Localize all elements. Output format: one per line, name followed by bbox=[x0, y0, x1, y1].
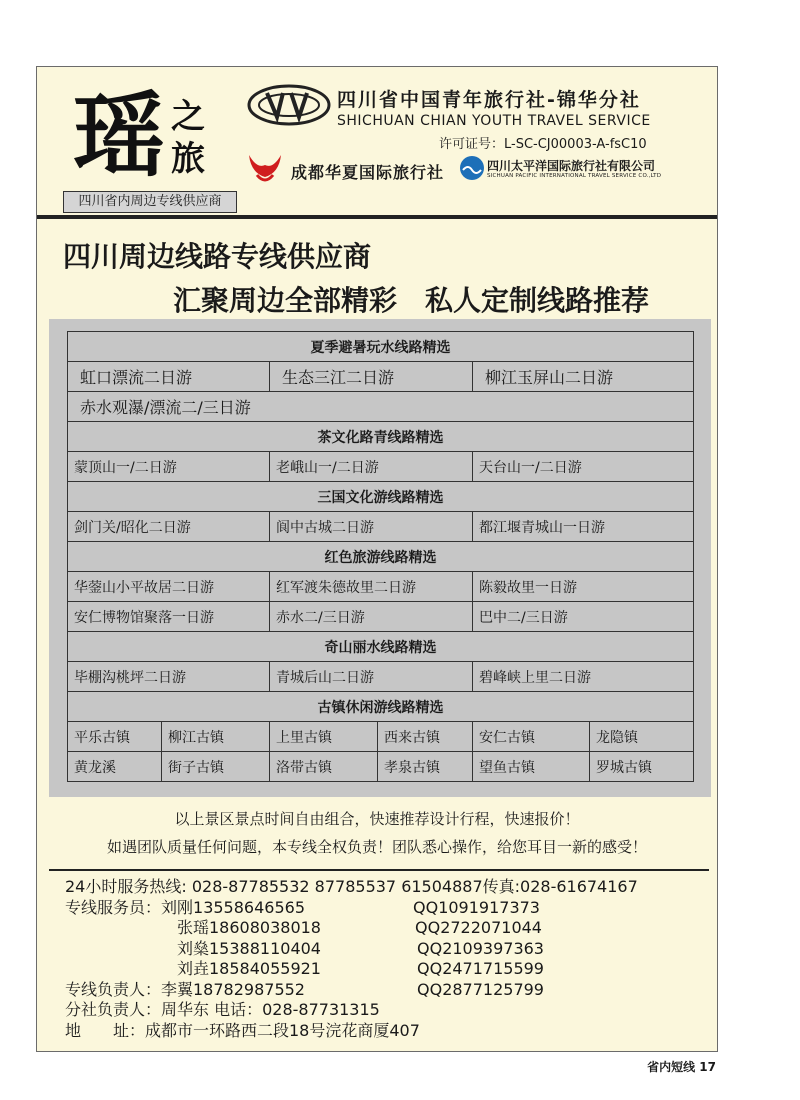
pacific-name: 四川太平洋国际旅行社有限公司 bbox=[487, 159, 656, 173]
route-item: 赤水二/三日游 bbox=[270, 602, 473, 632]
town-item: 安仁古镇 bbox=[473, 722, 590, 752]
staff-name-phone: 张瑶18608038018 bbox=[177, 918, 321, 937]
route-item: 红军渡朱德故里二日游 bbox=[270, 572, 473, 602]
staff-qq: QQ1091917373 bbox=[413, 897, 540, 917]
section-title: 茶文化路青线路精选 bbox=[68, 422, 694, 452]
cyts-logo-icon bbox=[247, 83, 331, 127]
leader-qq: QQ2877125799 bbox=[417, 979, 544, 999]
note-line: 如遇团队质量任何问题，本专线全权负责！团队悉心操作，给您耳目一新的感受！ bbox=[106, 838, 647, 856]
town-item: 罗城古镇 bbox=[590, 752, 694, 782]
hotline: 24小时服务热线: 028-87785532 87785537 61504887传真:028-61674167 bbox=[65, 877, 638, 896]
brand-tagline: 四川省内周边专线供应商 bbox=[63, 191, 237, 213]
huaxia-name: 成都华夏国际旅行社 bbox=[291, 163, 445, 182]
routes-panel bbox=[49, 319, 711, 797]
staff-row bbox=[65, 959, 638, 980]
town-item: 西来古镇 bbox=[378, 722, 473, 752]
town-item: 望鱼古镇 bbox=[473, 752, 590, 782]
route-item: 华蓥山小平故居二日游 bbox=[68, 572, 270, 602]
route-item: 安仁博物馆聚落一日游 bbox=[68, 602, 270, 632]
staff-qq: QQ2471715599 bbox=[417, 959, 544, 978]
staff-name-phone: 刘燊15388110404 bbox=[177, 938, 321, 958]
town-item: 柳江古镇 bbox=[162, 722, 270, 752]
route-item: 都江堰青城山一日游 bbox=[473, 512, 694, 542]
license-number: 许可证号：L-SC-CJ00003-A-fsC10 bbox=[439, 137, 647, 152]
town-item: 黄龙溪 bbox=[68, 752, 162, 782]
brand-small-2: 旅 bbox=[171, 139, 205, 179]
subheadline: 汇聚周边全部精彩 私人定制线路推荐 bbox=[173, 284, 650, 317]
town-item: 街子古镇 bbox=[162, 752, 270, 782]
town-item: 洛带古镇 bbox=[270, 752, 378, 782]
route-item: 巴中二/三日游 bbox=[473, 602, 694, 632]
staff-label: 专线服务员： bbox=[65, 897, 162, 917]
section-title: 奇山丽水线路精选 bbox=[68, 632, 694, 662]
header-divider bbox=[37, 215, 717, 219]
route-item: 碧峰峡上里二日游 bbox=[473, 662, 694, 692]
route-item: 虹口漂流二日游 bbox=[68, 362, 270, 392]
contact-divider bbox=[49, 869, 709, 871]
section-title: 三国文化游线路精选 bbox=[68, 482, 694, 512]
cyts-english-name: SHICHUAN CHIAN YOUTH TRAVEL SERVICE bbox=[337, 113, 651, 129]
headline: 四川周边线路专线供应商 bbox=[63, 240, 372, 273]
section-title: 夏季避暑玩水线路精选 bbox=[68, 332, 694, 362]
staff-qq: QQ2722071044 bbox=[415, 918, 542, 937]
town-item: 平乐古镇 bbox=[68, 722, 162, 752]
leader: 专线负责人：李翼18782987552 bbox=[65, 979, 305, 999]
page-frame bbox=[36, 66, 718, 1052]
staff-name-phone: 刘刚13558646565 bbox=[161, 897, 305, 917]
section-title: 古镇休闲游线路精选 bbox=[68, 692, 694, 722]
contact-block bbox=[65, 877, 638, 1041]
section-title: 红色旅游线路精选 bbox=[68, 542, 694, 572]
route-item: 赤水观瀑/漂流二/三日游 bbox=[68, 392, 694, 422]
staff-name-phone: 刘垚18584055921 bbox=[177, 959, 321, 978]
huaxia-logo-icon bbox=[243, 151, 287, 191]
route-item: 天台山一/二日游 bbox=[473, 452, 694, 482]
route-item: 青城后山二日游 bbox=[270, 662, 473, 692]
route-item: 陈毅故里一日游 bbox=[473, 572, 694, 602]
header bbox=[37, 67, 717, 217]
route-item: 阆中古城二日游 bbox=[270, 512, 473, 542]
route-item: 柳江玉屏山二日游 bbox=[473, 362, 694, 392]
route-item: 老峨山一/二日游 bbox=[270, 452, 473, 482]
route-item: 生态三江二日游 bbox=[270, 362, 473, 392]
brand-small-1: 之 bbox=[171, 97, 205, 137]
staff-row bbox=[65, 939, 638, 960]
brand-logo bbox=[63, 81, 237, 213]
town-item: 孝泉古镇 bbox=[378, 752, 473, 782]
staff-row bbox=[65, 918, 638, 939]
route-item: 蒙顶山一/二日游 bbox=[68, 452, 270, 482]
branch-manager: 分社负责人：周华东 电话：028-87731315 bbox=[65, 1000, 380, 1019]
page-footer: 省内短线 17 bbox=[647, 1060, 716, 1074]
pacific-logo-icon bbox=[459, 155, 485, 181]
brand-char: 瑶 bbox=[73, 82, 166, 190]
staff-row bbox=[65, 898, 638, 919]
route-item: 剑门关/昭化二日游 bbox=[68, 512, 270, 542]
town-item: 龙隐镇 bbox=[590, 722, 694, 752]
route-item: 毕棚沟桃坪二日游 bbox=[68, 662, 270, 692]
pacific-english-name: SICHUAN PACIFIC INTERNATIONAL TRAVEL SERVICE CO.,LTD bbox=[487, 173, 662, 179]
cyts-name: 四川省中国青年旅行社-锦华分社 bbox=[337, 89, 641, 111]
address: 地 址：成都市一环路西二段18号浣花商厦407 bbox=[65, 1020, 420, 1040]
note-line: 以上景区景点时间自由组合，快速推荐设计行程，快速报价！ bbox=[174, 810, 580, 828]
leader-row bbox=[65, 980, 638, 1001]
notes bbox=[37, 805, 717, 861]
routes-table bbox=[67, 331, 694, 782]
town-item: 上里古镇 bbox=[270, 722, 378, 752]
staff-qq: QQ2109397363 bbox=[417, 938, 544, 958]
